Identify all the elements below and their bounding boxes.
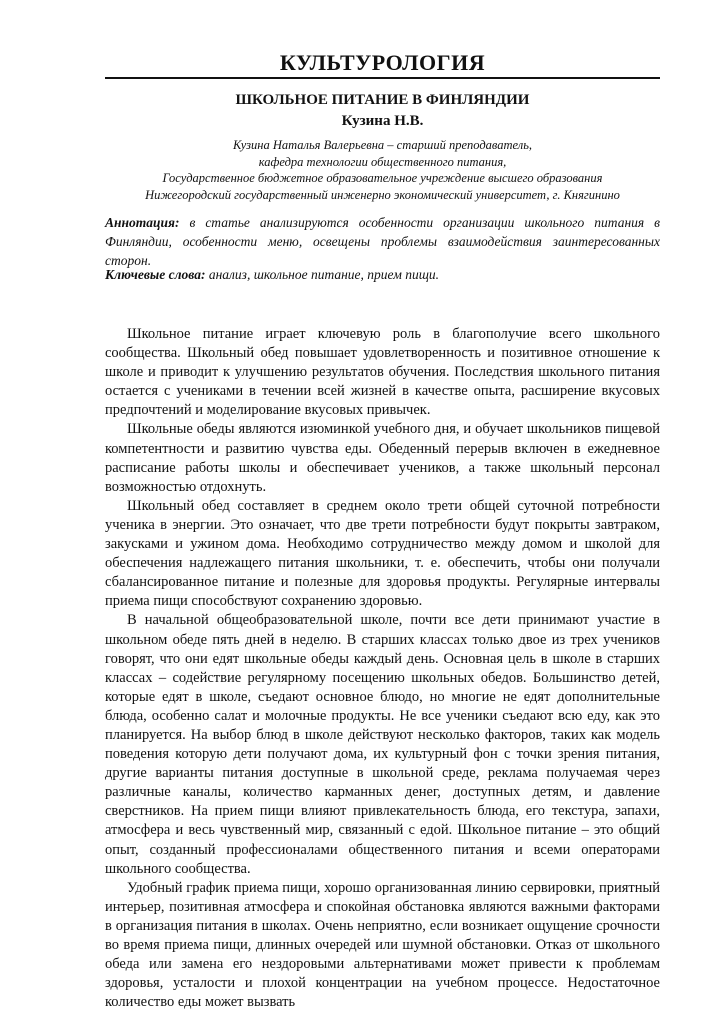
keywords-text: анализ, школьное питание, прием пищи. — [208, 267, 440, 282]
article-title: ШКОЛЬНОЕ ПИТАНИЕ В ФИНЛЯНДИИ — [235, 92, 530, 108]
body-paragraph: Удобный график приема пищи, хорошо организованная линию сервировки, приятный интерьер, позитивная атмосфера и спокойная обстановка являются важными факторами в организация питания в школах. Очень неприятно, если возникает ощущение срочности во время приема пищи, длинных очередей или шумной обстановки. Отказ от школьного обеда или замена его нездоровыми альтернативами может привести к проблемам здоровья, усталости и плохой концентрации на учебном процессе. Недостаточное количество еды может вызвать — [105, 879, 660, 1011]
abstract-label: Аннотация: — [105, 215, 180, 230]
author-name: Кузина Н.В. — [341, 113, 424, 129]
heading-divider — [105, 77, 660, 79]
keywords — [105, 265, 660, 284]
body-paragraph: Школьные обеды являются изюминкой учебного дня, и обучает школьников пищевой компетентности и развитию чувства еды. Обеденный перерыв включен в ежедневное расписание работы школы и обеспечивает учеников, а также школьный персонал возможностью отдохнуть. — [105, 421, 660, 495]
affiliation-line: Государственное бюджетное образовательное учреждение высшего образования — [162, 171, 603, 185]
keywords-label: Ключевые слова: — [105, 267, 206, 282]
body-paragraph: Школьное питание играет ключевую роль в благополучие всего школьного сообщества. Школьный обед повышает удовлетворенность и позитивное отношение к школе и приводит к улучшению результатов обучения. Последствия школьного питания остается с учениками в течении всей жизней в качестве опыта, расширение вкусовых предпочтений и моделирование вкусовых привычек. — [105, 326, 660, 419]
affiliation-line: кафедра технологии общественного питания, — [258, 154, 507, 169]
author-affiliation — [100, 137, 665, 203]
body-paragraph: В начальной общеобразовательной школе, почти все дети принимают участие в школьном обеде пять дней в неделю. В старших классах только двое из трех учеников говорят, что они едят школьные обеды каждый день. Основная цель в школе в старших классах – содействие регулярному посещению школьных обедов. Большинство детей, которые едят в школе, съедают основное блюдо, но многие не едят дополнительные блюда, особенно салат и молочные продукты. Не все ученики съедают всю еду, как это планируется. На выбор блюд в школе действуют несколько факторов, таких как модель поведения которую дети получают дома, их культурный фон с точки зрения питания, другие варианты питания доступные в школьной среде, реклама получаемая через различные каналы, количество карманных денег, доступных детям, и давление сверстников. На прием пищи влияют привлекательность блюда, его текстура, запахи, атмосфера и весь чувственный мир, связанный с едой. Школьное питание – это общий опыт, созданный профессионалами общественного питания и всеми операторами школьного сообщества. — [105, 612, 660, 877]
body-paragraph: Школьный обед составляет в среднем около трети общей суточной потребности ученика в энергии. Это означает, что две трети потребности будут покрыты завтраком, закусками и ужином дома. Необходимо сотрудничество между домом и школой для обеспечения надлежащего питания школьники, т. е. обеспечить, чтобы они получали сбалансированное питание и полезные для здоровья продукты. Регулярные интервалы приема пищи способствуют сохранению здоровью. — [105, 497, 660, 610]
section-heading: КУЛЬТУРОЛОГИЯ — [279, 50, 486, 75]
article-body — [105, 325, 660, 1012]
affiliation-line: Нижегородский государственный инженерно экономический университет, г. Княгинино — [145, 187, 620, 202]
abstract — [105, 213, 660, 270]
affiliation-line: Кузина Наталья Валерьевна – старший преподаватель, — [232, 138, 533, 152]
abstract-text: в статье анализируются особенности организации школьного питания в Финляндии, особенности меню, освещены проблемы взаимодействия заинтересованных сторон. — [105, 215, 661, 268]
